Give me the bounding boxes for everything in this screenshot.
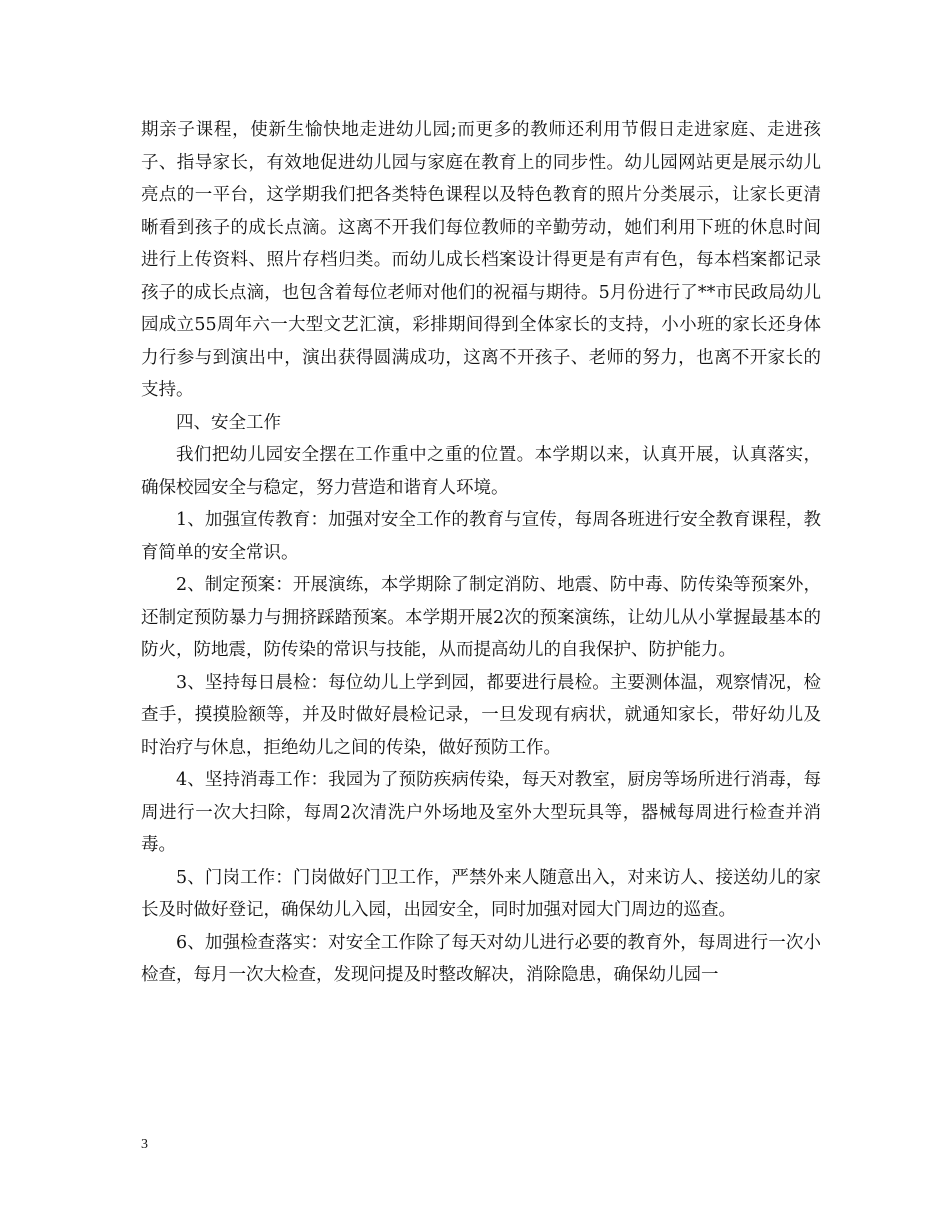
paragraph-item-4: 4、坚持消毒工作：我园为了预防疾病传染，每天对教室，厨房等场所进行消毒，每周进行一次大扫除，每周2次清洗户外场地及室外大型玩具等，器械每周进行检查并消毒。 — [141, 770, 821, 855]
section-heading-safety: 四、安全工作 — [176, 412, 281, 433]
paragraph-safety-intro: 我们把幼儿园安全摆在工作重中之重的位置。本学期以来，认真开展，认真落实，确保校园安全与稳定，努力营造和谐育人环境。 — [141, 445, 821, 498]
document-body — [141, 114, 821, 992]
paragraph-item-5: 5、门岗工作：门岗做好门卫工作，严禁外来人随意出入，对来访人、接送幼儿的家长及时做好登记，确保幼儿入园，出园安全，同时加强对园大门周边的巡查。 — [141, 867, 821, 920]
paragraph-continuation: 期亲子课程，使新生愉快地走进幼儿园;而更多的教师还利用节假日走进家庭、走进孩子、指导家长，有效地促进幼儿园与家庭在教育上的同步性。幼儿园网站更是展示幼儿亮点的一平台，这学期我们把各类特色课程以及特色教育的照片分类展示，让家长更清晰看到孩子的成长点滴。这离不开我们每位教师的辛勤劳动，她们利用下班的休息时间进行上传资料、照片存档归类。而幼儿成长档案设计得更是有声有色，每本档案都记录孩子的成长点滴，也包含着每位老师对他们的祝福与期待。5月份进行了**市民政局幼儿园成立55周年六一大型文艺汇演，彩排期间得到全体家长的支持，小小班的家长还身体力行参与到演出中，演出获得圆满成功，这离不开孩子、老师的努力，也离不开家长的支持。 — [141, 120, 821, 400]
paragraph-item-3: 3、坚持每日晨检：每位幼儿上学到园，都要进行晨检。主要测体温，观察情况，检查手，摸摸脸额等，并及时做好晨检记录，一旦发现有病状，就通知家长，带好幼儿及时治疗与休息，拒绝幼儿之间的传染，做好预防工作。 — [141, 672, 821, 758]
page-number: 3 — [141, 1137, 148, 1152]
paragraph-item-1: 1、加强宣传教育：加强对安全工作的教育与宣传，每周各班进行安全教育课程，教育简单的安全常识。 — [141, 510, 821, 563]
paragraph-item-2: 2、制定预案：开展演练，本学期除了制定消防、地震、防中毒、防传染等预案外，还制定预防暴力与拥挤踩踏预案。本学期开展2次的预案演练，让幼儿从小掌握最基本的防火，防地震，防传染的常识与技能，从而提高幼儿的自我保护、防护能力。 — [141, 575, 821, 660]
paragraph-item-6: 6、加强检查落实：对安全工作除了每天对幼儿进行必要的教育外，每周进行一次小检查，每月一次大检查，发现问提及时整改解决，消除隐患，确保幼儿园一 — [141, 932, 821, 985]
